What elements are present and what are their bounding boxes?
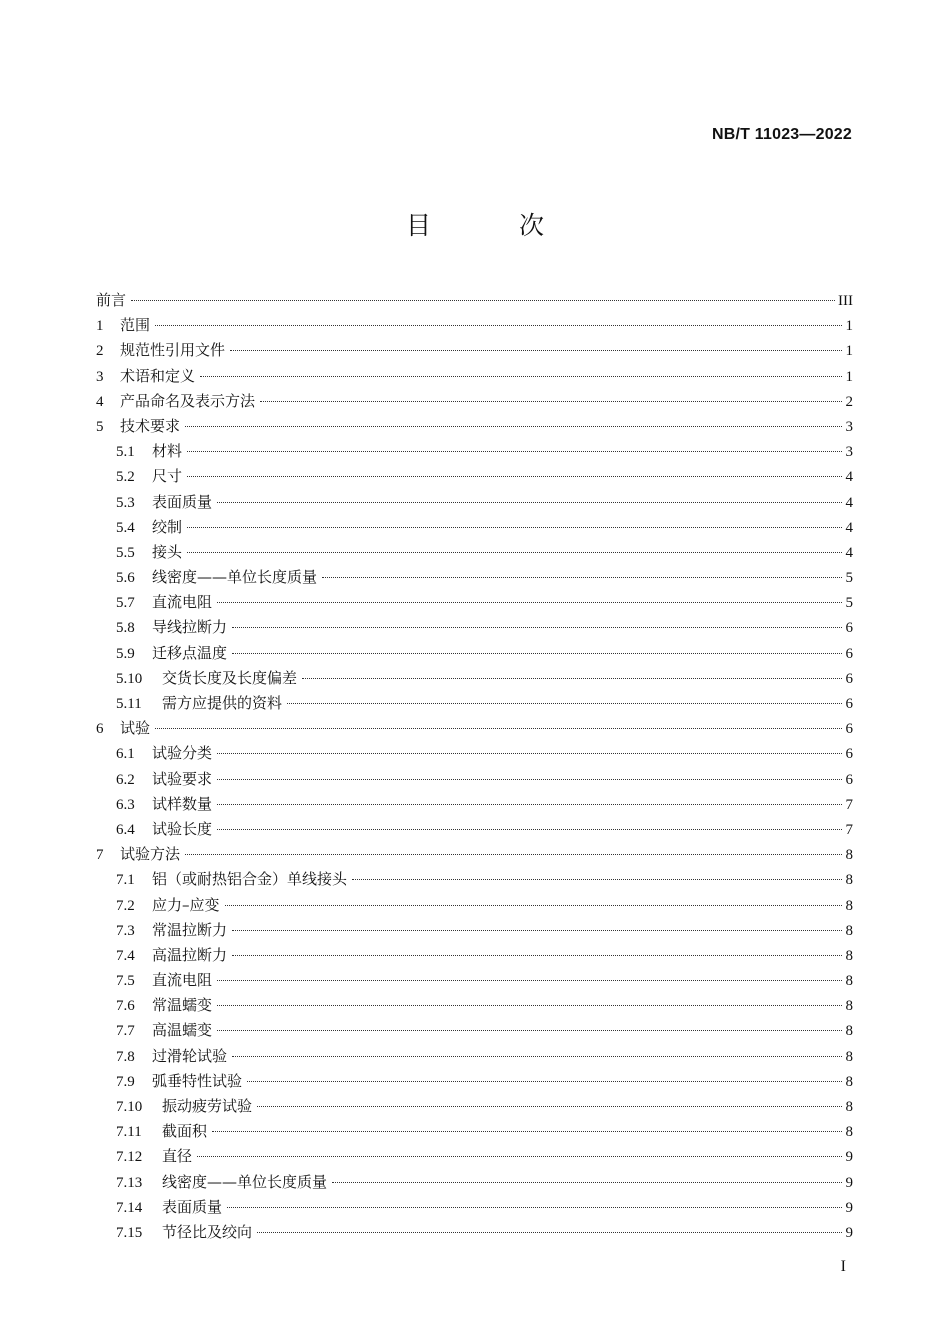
toc-dot-leader — [287, 703, 842, 704]
toc-entry-page: 3 — [845, 444, 853, 461]
toc-entry-number: 5.5 — [116, 544, 135, 561]
toc-dot-leader — [212, 1131, 842, 1132]
toc-entry-title: 需方应提供的资料 — [162, 694, 283, 712]
toc-entry[interactable] — [96, 1170, 853, 1195]
toc-entry-title: 线密度——单位长度质量 — [152, 568, 318, 587]
toc-entry-number: 7.10 — [116, 1099, 143, 1115]
toc-dot-leader — [187, 476, 842, 477]
toc-dot-leader — [217, 502, 842, 503]
toc-entry[interactable] — [96, 364, 853, 389]
toc-entry-page: 9 — [845, 1149, 853, 1166]
toc-dot-leader — [187, 451, 842, 452]
toc-entry-page: 5 — [845, 570, 853, 587]
toc-dot-leader — [197, 1156, 842, 1157]
toc-entry-page: 8 — [845, 998, 853, 1015]
table-of-contents — [96, 288, 853, 1245]
toc-entry-title: 高温蠕变 — [152, 1021, 213, 1040]
toc-entry-title: 直流电阻 — [152, 971, 213, 990]
toc-entry-title: 直流电阻 — [152, 593, 213, 612]
toc-entry-page: 6 — [845, 696, 853, 712]
toc-dot-leader — [232, 627, 842, 628]
toc-entry-number: 7.12 — [116, 1149, 143, 1166]
page-title: 目 次 — [406, 211, 584, 240]
toc-entry[interactable] — [96, 1195, 853, 1220]
toc-entry-page: 6 — [845, 721, 853, 738]
toc-dot-leader — [185, 854, 842, 855]
toc-entry[interactable] — [96, 1044, 853, 1069]
toc-dot-leader — [322, 577, 842, 578]
toc-entry-number: 5.2 — [116, 469, 135, 486]
toc-entry[interactable] — [96, 842, 853, 867]
toc-dot-leader — [200, 376, 842, 377]
toc-entry-title: 试验分类 — [152, 744, 213, 763]
toc-entry[interactable] — [96, 691, 853, 716]
toc-dot-leader — [260, 401, 842, 402]
toc-entry-title: 技术要求 — [120, 416, 181, 435]
toc-entry[interactable] — [96, 515, 853, 540]
toc-entry[interactable] — [96, 741, 853, 766]
toc-entry-title: 常温蠕变 — [152, 996, 213, 1015]
toc-entry-title: 规范性引用文件 — [120, 341, 226, 360]
toc-entry-page: 6 — [845, 771, 853, 788]
toc-entry-title: 表面质量 — [162, 1197, 223, 1216]
toc-dot-leader — [302, 678, 842, 679]
toc-entry-page: 8 — [845, 1099, 853, 1115]
toc-entry-number: 5.9 — [116, 645, 135, 662]
toc-entry-number: 3 — [96, 368, 104, 385]
toc-entry-page: 1 — [845, 368, 853, 385]
toc-entry[interactable] — [96, 641, 853, 666]
toc-entry-number: 5.4 — [116, 519, 135, 536]
toc-dot-leader — [352, 879, 842, 880]
toc-entry-number: 7.13 — [116, 1174, 143, 1191]
toc-entry[interactable] — [96, 666, 853, 691]
toc-entry[interactable] — [96, 338, 853, 363]
toc-entry[interactable] — [96, 615, 853, 640]
toc-entry-title: 试验方法 — [120, 845, 181, 864]
toc-entry[interactable] — [96, 439, 853, 464]
toc-entry-title: 材料 — [152, 442, 183, 461]
toc-entry-title: 绞制 — [152, 517, 183, 536]
toc-entry[interactable] — [96, 288, 853, 313]
toc-entry[interactable] — [96, 1018, 853, 1043]
toc-entry-number: 6.3 — [116, 796, 135, 813]
toc-entry-page: 1 — [845, 343, 853, 360]
toc-entry-title: 范围 — [120, 316, 151, 335]
toc-dot-leader — [232, 955, 842, 956]
toc-entry-page: 3 — [845, 418, 853, 435]
toc-entry-page: 9 — [845, 1224, 853, 1241]
toc-dot-leader — [187, 527, 842, 528]
toc-dot-leader — [185, 426, 842, 427]
toc-entry[interactable] — [96, 1144, 853, 1169]
toc-dot-leader — [227, 1207, 842, 1208]
toc-entry-title: 前言 — [96, 291, 127, 309]
toc-entry-page: 8 — [845, 847, 853, 864]
toc-entry-number: 7.8 — [116, 1048, 135, 1065]
toc-entry-number: 5.6 — [116, 570, 135, 587]
toc-entry-number: 6.4 — [116, 821, 135, 838]
toc-entry[interactable] — [96, 464, 853, 489]
toc-entry-number: 6.2 — [116, 771, 135, 788]
toc-entry-number: 6 — [96, 721, 104, 738]
toc-dot-leader — [217, 753, 842, 754]
toc-entry-title: 产品命名及表示方法 — [120, 391, 256, 410]
toc-entry[interactable] — [96, 1119, 853, 1144]
toc-dot-leader — [131, 300, 835, 301]
toc-entry-title: 常温拉断力 — [152, 920, 228, 939]
toc-entry-page: 7 — [845, 821, 853, 838]
toc-entry[interactable] — [96, 389, 853, 414]
toc-dot-leader — [187, 552, 842, 553]
toc-dot-leader — [217, 779, 842, 780]
toc-entry[interactable] — [96, 590, 853, 615]
toc-entry[interactable] — [96, 867, 853, 892]
toc-dot-leader — [257, 1106, 842, 1107]
toc-entry-number: 7.1 — [116, 872, 135, 889]
toc-entry-number: 7.4 — [116, 947, 135, 964]
toc-entry-page: 6 — [845, 670, 853, 687]
toc-dot-leader — [232, 1056, 842, 1057]
toc-entry-page: 5 — [845, 595, 853, 612]
toc-entry[interactable] — [96, 414, 853, 439]
toc-entry[interactable] — [96, 943, 853, 968]
toc-dot-leader — [332, 1182, 842, 1183]
toc-entry-number: 7.6 — [116, 998, 135, 1015]
toc-entry-page: 8 — [845, 872, 853, 889]
toc-entry-title: 术语和定义 — [120, 366, 196, 385]
toc-entry-number: 5.11 — [116, 696, 142, 712]
toc-entry[interactable] — [96, 817, 853, 842]
toc-entry[interactable] — [96, 565, 853, 590]
toc-entry-page: 8 — [845, 1023, 853, 1040]
toc-entry-title: 铝（或耐热铝合金）单线接头 — [152, 870, 348, 889]
toc-entry-title: 弧垂特性试验 — [152, 1071, 243, 1090]
toc-entry-page: 8 — [845, 922, 853, 939]
toc-entry-title: 高温拉断力 — [152, 945, 228, 964]
toc-entry-number: 7.15 — [116, 1224, 143, 1241]
toc-dot-leader — [232, 930, 842, 931]
toc-entry-title: 表面质量 — [152, 492, 213, 511]
toc-entry-page: 6 — [845, 746, 853, 763]
toc-dot-leader — [155, 728, 842, 729]
toc-entry-title: 振动疲劳试验 — [162, 1097, 253, 1115]
toc-entry-page: III — [838, 293, 853, 309]
toc-entry-number: 2 — [96, 343, 104, 360]
toc-entry-page: 9 — [845, 1199, 853, 1216]
toc-entry[interactable] — [96, 490, 853, 515]
toc-entry-number: 7.9 — [116, 1073, 135, 1090]
toc-entry-page: 4 — [845, 494, 853, 511]
toc-entry[interactable] — [96, 993, 853, 1018]
toc-entry-title: 截面积 — [162, 1122, 208, 1141]
toc-entry-number: 7.11 — [116, 1124, 142, 1141]
toc-entry-title: 迁移点温度 — [152, 643, 228, 662]
toc-entry-title: 试验长度 — [152, 819, 213, 838]
toc-entry-page: 6 — [845, 620, 853, 637]
toc-dot-leader — [230, 350, 842, 351]
toc-entry-page: 8 — [845, 1124, 853, 1141]
toc-entry[interactable] — [96, 540, 853, 565]
toc-entry-page: 2 — [845, 393, 853, 410]
toc-entry[interactable] — [96, 1094, 853, 1119]
toc-entry-page: 8 — [845, 897, 853, 914]
toc-dot-leader — [155, 325, 842, 326]
toc-entry[interactable] — [96, 968, 853, 993]
toc-entry-number: 5.7 — [116, 595, 135, 612]
toc-entry[interactable] — [96, 1069, 853, 1094]
toc-entry-title: 试验 — [120, 719, 151, 738]
toc-entry[interactable] — [96, 767, 853, 792]
toc-entry-page: 4 — [845, 544, 853, 561]
toc-entry[interactable] — [96, 918, 853, 943]
toc-entry-number: 5.8 — [116, 620, 135, 637]
toc-entry[interactable] — [96, 792, 853, 817]
toc-entry[interactable] — [96, 1220, 853, 1245]
standard-number: NB/T 11023—2022 — [712, 126, 852, 143]
toc-dot-leader — [217, 1005, 842, 1006]
toc-entry-page: 8 — [845, 973, 853, 990]
toc-entry-title: 接头 — [152, 542, 183, 561]
toc-entry-title: 节径比及绞向 — [162, 1222, 253, 1241]
toc-entry-number: 4 — [96, 393, 104, 410]
toc-dot-leader — [225, 905, 842, 906]
toc-entry-title: 尺寸 — [152, 467, 183, 486]
toc-entry-page: 7 — [845, 796, 853, 813]
toc-entry-number: 5 — [96, 418, 104, 435]
toc-entry-title: 线密度——单位长度质量 — [162, 1172, 328, 1191]
toc-entry-page: 8 — [845, 1073, 853, 1090]
toc-dot-leader — [217, 602, 842, 603]
toc-entry-title: 试验要求 — [152, 769, 213, 788]
toc-entry[interactable] — [96, 893, 853, 918]
toc-entry-page: 1 — [845, 318, 853, 335]
toc-dot-leader — [217, 1030, 842, 1031]
toc-entry-number: 7.2 — [116, 897, 135, 914]
toc-entry-page: 4 — [845, 519, 853, 536]
toc-entry-number: 6.1 — [116, 746, 135, 763]
toc-entry-page: 9 — [845, 1174, 853, 1191]
toc-entry-number: 7 — [96, 847, 104, 864]
toc-entry[interactable] — [96, 716, 853, 741]
toc-entry-number: 7.3 — [116, 922, 135, 939]
toc-entry[interactable] — [96, 313, 853, 338]
toc-entry-number: 5.3 — [116, 494, 135, 511]
toc-entry-title: 试样数量 — [152, 794, 213, 813]
toc-dot-leader — [257, 1232, 842, 1233]
page-folio: I — [840, 1258, 846, 1275]
toc-entry-number: 5.10 — [116, 670, 143, 687]
toc-entry-title: 过滑轮试验 — [152, 1046, 228, 1065]
toc-dot-leader — [247, 1081, 842, 1082]
toc-dot-leader — [217, 804, 842, 805]
toc-dot-leader — [217, 829, 842, 830]
toc-entry-page: 8 — [845, 947, 853, 964]
toc-dot-leader — [232, 653, 842, 654]
toc-entry-page: 8 — [845, 1048, 853, 1065]
toc-entry-title: 导线拉断力 — [152, 618, 228, 637]
toc-entry-number: 5.1 — [116, 444, 135, 461]
toc-entry-number: 7.7 — [116, 1023, 135, 1040]
toc-entry-number: 1 — [96, 318, 104, 335]
toc-entry-number: 7.5 — [116, 973, 135, 990]
toc-entry-number: 7.14 — [116, 1199, 143, 1216]
toc-entry-title: 交货长度及长度偏差 — [162, 668, 298, 687]
toc-entry-title: 应力–应变 — [152, 895, 220, 914]
toc-entry-title: 直径 — [162, 1147, 193, 1166]
toc-entry-page: 6 — [845, 645, 853, 662]
toc-dot-leader — [217, 980, 842, 981]
toc-entry-page: 4 — [845, 469, 853, 486]
